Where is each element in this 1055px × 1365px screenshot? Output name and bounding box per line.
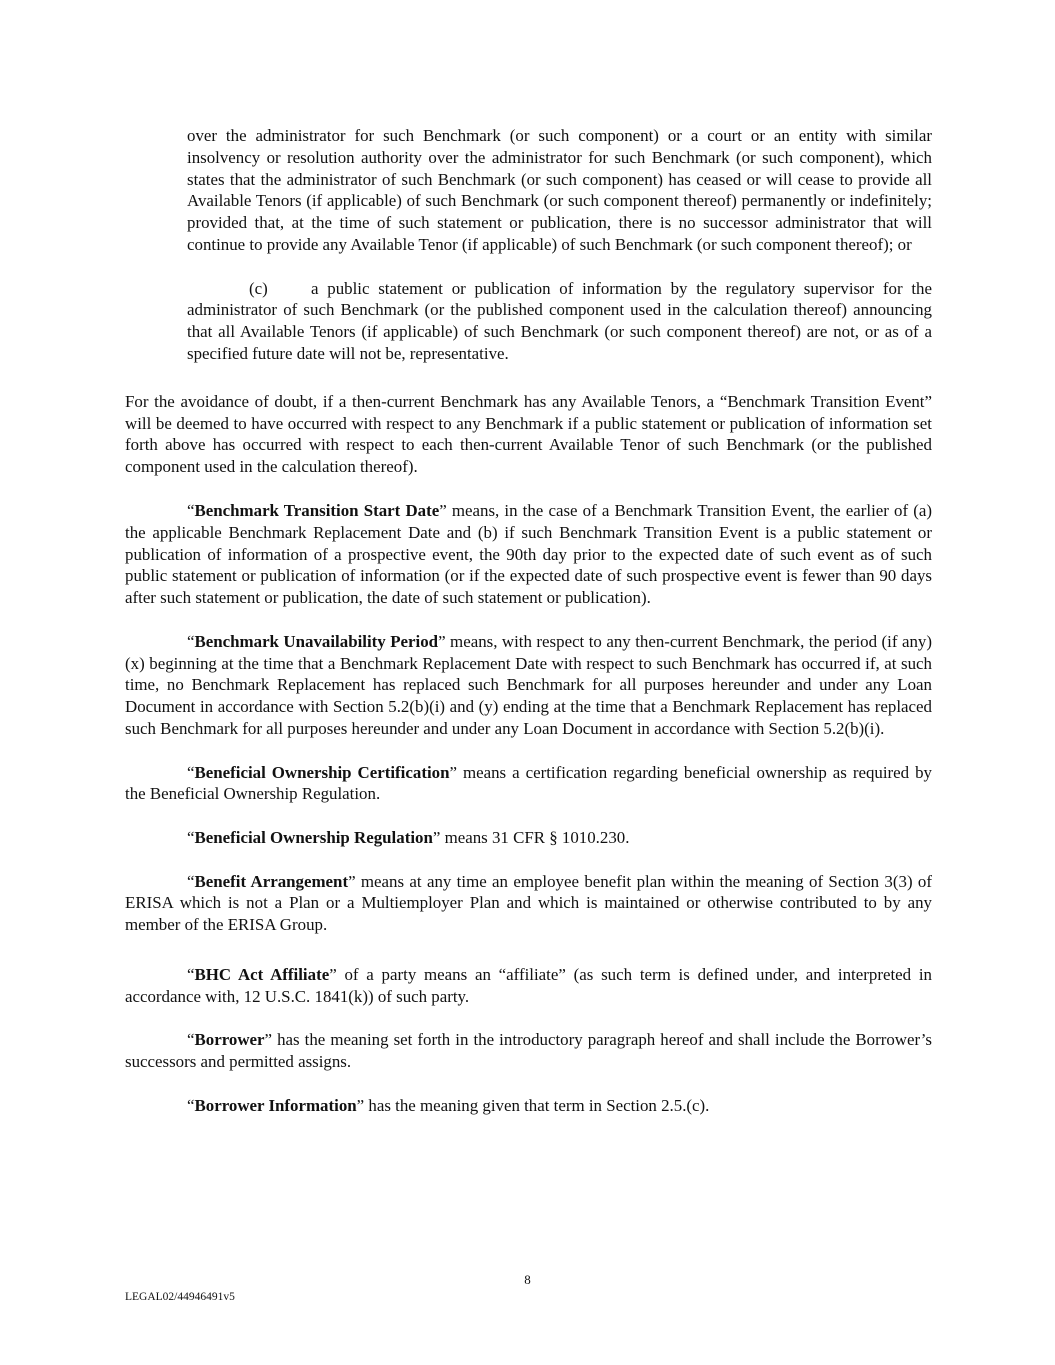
defined-term: BHC Act Affiliate xyxy=(194,964,330,984)
definition-text: ” means, with respect to any then-current Benchmark, the period (if any) (x) beginning at the time that a Benchmark Replacement Date with respect to such Benchmark has occurred if, at such time, no Benchmark Replacement has replaced such Benchmark for all purposes hereunder and under any Loan Document in accordance with Section 5.2(b)(i) and (y) ending at the time that a Benchmark Replacement has replaced such Benchmark for all purposes hereunder and under any Loan Document in accordance with Section 5.2(b)(i). xyxy=(125,631,932,738)
open-quote: “ xyxy=(187,500,195,520)
definition-text: ” means at any time an employee benefit plan within the meaning of Section 3(3) of ERISA which is not a Plan or a Multiemployer Plan and which is maintained or otherwise contributed to by any member of the ERISA Group. xyxy=(125,871,932,935)
definition-text: ” means 31 CFR § 1010.230. xyxy=(432,827,630,847)
defined-term: Benchmark Unavailability Period xyxy=(194,631,439,651)
definition-paragraph xyxy=(125,762,932,806)
clause-c xyxy=(187,278,932,365)
defined-term: Borrower Information xyxy=(194,1095,357,1115)
definition-paragraph xyxy=(125,964,932,1008)
definition-text: ” of a party means an “affiliate” (as such term is defined under, and interpreted in accordance with, 12 U.S.C. 1841(k)) of such party. xyxy=(125,964,932,1006)
definition-text: ” means, in the case of a Benchmark Transition Event, the earlier of (a) the applicable Benchmark Replacement Date and (b) if such Benchmark Transition Event is a public statement or publication of information of a prospective event, the 90th day prior to the expected date of such event as of such public statement or publication of information (or if the expected date of such prospective event is fewer than 90 days after such statement or publication, the date of such statement or publication). xyxy=(125,500,933,608)
avoidance-paragraph: For the avoidance of doubt, if a then-current Benchmark has any Available Tenors, a “Benchmark Transition Event” will be deemed to have occurred with respect to any Benchmark if a public statement or publication of information set forth above has occurred with respect to each then-current Available Tenor of such Benchmark (or the published component used in the calculation thereof). xyxy=(125,391,932,477)
open-quote: “ xyxy=(187,964,195,984)
definition-paragraph xyxy=(125,631,932,740)
defined-term: Borrower xyxy=(194,1030,265,1050)
defined-term: Benefit Arrangement xyxy=(194,871,349,891)
open-quote: “ xyxy=(187,762,195,782)
definition-paragraph xyxy=(125,871,932,936)
open-quote: “ xyxy=(187,1030,195,1050)
definition-paragraph xyxy=(125,1029,932,1073)
page-number: 8 xyxy=(524,1272,531,1287)
open-quote: “ xyxy=(187,1095,195,1115)
definition-text: ” means a certification regarding beneficial ownership as required by the Beneficial Ownership Regulation. xyxy=(125,762,932,804)
clause-c-label: (c) xyxy=(249,278,268,298)
indented-continuation-block xyxy=(187,125,932,365)
definition-text: ” has the meaning set forth in the introductory paragraph hereof and shall include the Borrower’s successors and permitted assigns. xyxy=(125,1030,932,1072)
page-body xyxy=(125,125,932,1116)
definition-paragraph xyxy=(125,827,932,849)
open-quote: “ xyxy=(187,827,195,847)
definition-text: ” has the meaning given that term in Section 2.5.(c). xyxy=(356,1095,710,1115)
open-quote: “ xyxy=(187,871,195,891)
clause-c-text: a public statement or publication of information by the regulatory supervisor for the administrator of such Benchmark (or the published component used in the calculation thereof) announcing that all Available Tenors (if applicable) of such Benchmark (or such component thereof) are not, or as of a specified future date will not be, representative. xyxy=(187,278,932,363)
definition-paragraph xyxy=(125,500,932,609)
defined-term: Beneficial Ownership Regulation xyxy=(194,827,433,847)
clause-b-continuation: over the administrator for such Benchmark (or such component) or a court or an entity with similar insolvency or resolution authority over the administrator for such Benchmark (or such component), which states that the administrator of such Benchmark (or such component) has ceased or will cease to provide all Available Tenors (if applicable) of such Benchmark (or such component thereof) permanently or indefinitely; provided that, at the time of such statement or publication, there is no successor administrator that will continue to provide any Available Tenor (if applicable) of such Benchmark (or such component thereof); or xyxy=(187,126,932,254)
open-quote: “ xyxy=(187,631,195,651)
defined-term: Benchmark Transition Start Date xyxy=(194,500,440,520)
defined-term: Beneficial Ownership Certification xyxy=(194,762,450,782)
definition-paragraph xyxy=(125,1095,932,1117)
document-id: LEGAL02/44946491v5 xyxy=(125,1291,235,1303)
